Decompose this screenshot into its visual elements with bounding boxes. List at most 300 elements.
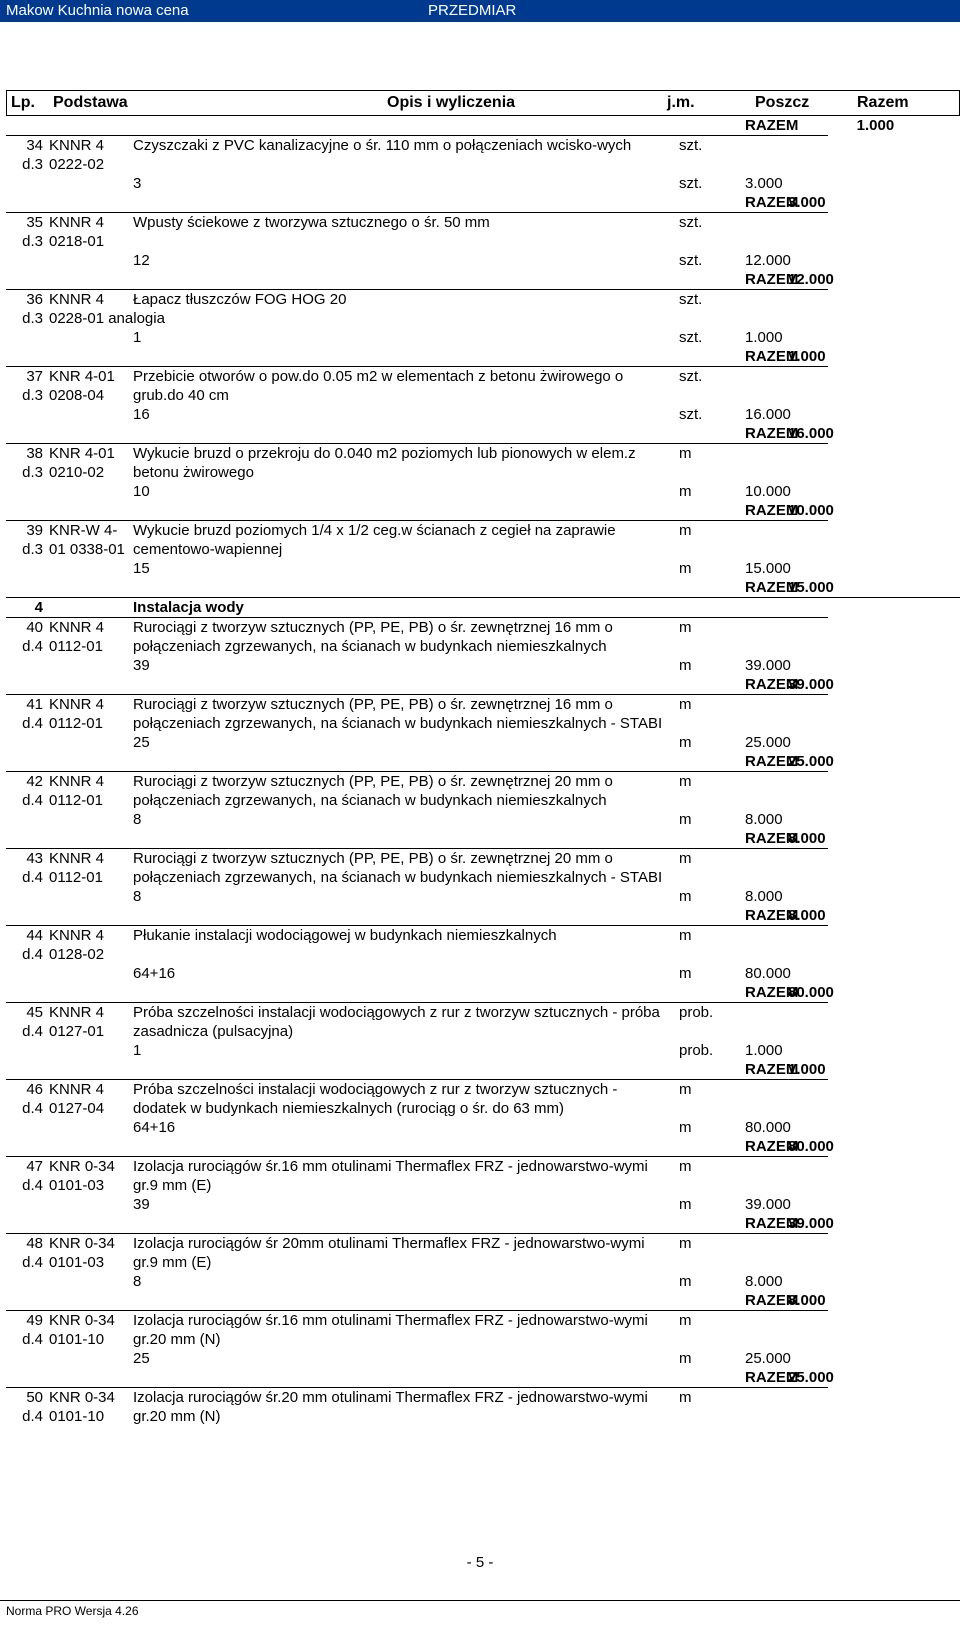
razem-label: RAZEM <box>745 194 799 211</box>
item-qty-empty <box>742 849 785 888</box>
item-description: Łapacz tłuszczów FOG HOG 20 <box>130 290 676 329</box>
code-line1: KNR 0-34 <box>49 1158 115 1175</box>
razem-blank <box>6 501 46 521</box>
razem-label: RAZEM <box>745 1061 799 1078</box>
item-description: Izolacja rurociągów śr 20mm otulinami Thermaflex FRZ - jednowarstwo-wymi gr.9 mm (E) <box>130 1234 676 1273</box>
razem-blank <box>676 1214 742 1234</box>
calc-expression: 1 <box>133 329 142 346</box>
calc-unit: m <box>679 1119 692 1136</box>
razem-blank <box>676 829 742 849</box>
calc-blank <box>785 887 828 906</box>
item-lp: 50 <box>26 1389 43 1406</box>
razem-blank <box>130 906 676 926</box>
razem-value: 1.000 <box>788 348 826 365</box>
item-number <box>6 1388 46 1427</box>
header-razem: Razem <box>857 94 909 111</box>
razem-value: 1.000 <box>788 1061 826 1078</box>
item-raz-empty <box>785 1311 828 1350</box>
calc-poszcz: 80.000 <box>745 1119 791 1136</box>
razem-blank <box>6 578 46 598</box>
calc-blank <box>46 964 130 983</box>
razem-row <box>6 578 960 598</box>
table-row <box>6 444 960 483</box>
code-line1: KNR 4-01 <box>49 368 115 385</box>
razem-blank <box>676 983 742 1003</box>
item-unit: m <box>676 926 742 965</box>
razem-value: 12.000 <box>788 271 834 288</box>
razem-value: 25.000 <box>788 1369 834 1386</box>
code-line1: KNR 0-34 <box>49 1389 115 1406</box>
item-lp-sub: d.4 <box>22 1331 43 1348</box>
razem-blank <box>130 675 676 695</box>
table-row <box>6 772 960 811</box>
calc-blank <box>46 1195 130 1214</box>
item-number <box>6 136 46 175</box>
item-qty-empty <box>742 695 785 734</box>
razem-blank <box>6 906 46 926</box>
item-raz-empty <box>785 1003 828 1042</box>
razem-label: RAZEM <box>745 1369 799 1386</box>
table-row <box>6 290 960 329</box>
calc-blank <box>785 328 828 347</box>
calc-blank <box>46 328 130 347</box>
item-lp-sub: d.4 <box>22 792 43 809</box>
item-lp: 40 <box>26 619 43 636</box>
table-row <box>6 849 960 888</box>
calc-blank <box>46 656 130 675</box>
calc-blank <box>6 328 46 347</box>
razem-blank <box>130 829 676 849</box>
razem-row <box>6 1060 960 1080</box>
razem-blank <box>46 1137 130 1157</box>
calc-expression: 25 <box>133 734 150 751</box>
calc-row <box>6 328 960 347</box>
razem-blank <box>676 578 742 598</box>
calc-unit: m <box>679 1350 692 1367</box>
item-unit: m <box>676 849 742 888</box>
calc-poszcz: 25.000 <box>745 1350 791 1367</box>
item-raz-empty <box>785 1388 828 1427</box>
software-version: Norma PRO Wersja 4.26 <box>6 1604 139 1618</box>
razem-row <box>6 1137 960 1157</box>
razem-blank <box>130 1137 676 1157</box>
calc-blank <box>785 1041 828 1060</box>
code-line2: 0112-01 <box>49 792 103 809</box>
calc-row <box>6 1041 960 1060</box>
item-lp-sub: d.3 <box>22 464 43 481</box>
item-lp-sub: d.4 <box>22 869 43 886</box>
razem-blank <box>130 424 676 444</box>
item-number <box>6 521 46 560</box>
item-unit: m <box>676 1234 742 1273</box>
razem-blank <box>46 501 130 521</box>
item-code <box>46 1003 130 1042</box>
item-number <box>6 1080 46 1119</box>
razem-value: 3.000 <box>788 194 826 211</box>
razem-blank <box>130 1214 676 1234</box>
razem-label: RAZEM <box>745 271 799 288</box>
razem-blank <box>46 424 130 444</box>
calc-blank <box>785 810 828 829</box>
razem-blank <box>46 752 130 772</box>
code-line1: KNNR 4 <box>49 291 105 308</box>
razem-label: RAZEM <box>745 830 799 847</box>
item-raz-empty <box>785 618 828 657</box>
code-line2: 0210-02 <box>49 464 105 481</box>
item-lp: 37 <box>26 368 43 385</box>
calc-row <box>6 1118 960 1137</box>
code-line1: KNR-W 4- <box>49 522 118 539</box>
item-lp: 38 <box>26 445 43 462</box>
item-lp-sub: d.4 <box>22 946 43 963</box>
code-line1: KNNR 4 <box>49 137 105 154</box>
item-code <box>46 1157 130 1196</box>
calc-blank <box>46 174 130 193</box>
item-unit: szt. <box>676 213 742 252</box>
item-qty-empty <box>742 136 785 175</box>
item-unit: m <box>676 1157 742 1196</box>
item-raz-empty <box>785 136 828 175</box>
code-line1: KNR 4-01 <box>49 445 115 462</box>
calc-expression: 1 <box>133 1042 142 1059</box>
item-description: Rurociągi z tworzyw sztucznych (PP, PE, PB) o śr. zewnętrznej 16 mm o połączeniach zgrzewanych, na ścianach w budynkach niemieszkalnych <box>130 618 676 657</box>
calc-blank <box>46 810 130 829</box>
code-line2: 0208-04 <box>49 387 105 404</box>
item-description: Rurociągi z tworzyw sztucznych (PP, PE, PB) o śr. zewnętrznej 20 mm o połączeniach zgrzewanych, na ścianach w budynkach niemieszkalnych <box>130 772 676 811</box>
item-raz-empty <box>785 1157 828 1196</box>
item-unit: szt. <box>676 367 742 406</box>
razem-blank <box>46 675 130 695</box>
item-description: Izolacja rurociągów śr.16 mm otulinami Thermaflex FRZ - jednowarstwo-wymi gr.20 mm (N) <box>130 1311 676 1350</box>
razem-blank <box>676 752 742 772</box>
calc-blank <box>6 1272 46 1291</box>
calc-blank <box>46 405 130 424</box>
razem-blank <box>130 270 676 290</box>
calc-blank <box>46 887 130 906</box>
calc-expression: 64+16 <box>133 1119 176 1136</box>
page-number: - 5 - <box>466 1554 494 1571</box>
calc-blank <box>785 559 828 578</box>
calc-expression: 10 <box>133 483 150 500</box>
item-qty-empty <box>742 1388 785 1427</box>
calc-blank <box>46 559 130 578</box>
item-code <box>46 772 130 811</box>
item-lp-sub: d.3 <box>22 387 43 404</box>
calc-blank <box>785 1195 828 1214</box>
calc-blank <box>6 1041 46 1060</box>
item-lp-sub: d.4 <box>22 715 43 732</box>
calc-unit: szt. <box>679 252 703 269</box>
calc-blank <box>6 1118 46 1137</box>
calc-blank <box>6 251 46 270</box>
razem-blank <box>130 578 676 598</box>
razem-blank <box>130 347 676 367</box>
calc-unit: m <box>679 1196 692 1213</box>
calc-blank <box>46 1041 130 1060</box>
razem-blank <box>676 1137 742 1157</box>
code-line1: KNNR 4 <box>49 1081 105 1098</box>
item-number <box>6 618 46 657</box>
item-unit: m <box>676 1311 742 1350</box>
item-lp: 39 <box>26 522 43 539</box>
razem-row <box>6 347 960 367</box>
razem-label: RAZEM <box>745 1292 799 1309</box>
razem-blank <box>6 193 46 213</box>
calc-expression: 39 <box>133 1196 150 1213</box>
calc-expression: 16 <box>133 406 150 423</box>
razem-blank <box>6 1368 46 1388</box>
item-raz-empty <box>785 1080 828 1119</box>
item-number <box>6 695 46 734</box>
razem-blank <box>676 270 742 290</box>
calc-unit: m <box>679 560 692 577</box>
calc-poszcz: 8.000 <box>745 888 783 905</box>
calc-poszcz: 1.000 <box>745 329 783 346</box>
razem-blank <box>6 829 46 849</box>
estimate-table <box>6 116 960 1426</box>
razem-blank <box>130 193 676 213</box>
calc-row <box>6 733 960 752</box>
razem-value: 80.000 <box>788 984 834 1001</box>
razem-blank <box>6 1214 46 1234</box>
calc-row <box>6 656 960 675</box>
header-opis: Opis i wyliczenia <box>387 94 516 111</box>
calc-poszcz: 16.000 <box>745 406 791 423</box>
item-unit: prob. <box>676 1003 742 1042</box>
item-code <box>46 1388 130 1427</box>
razem-blank <box>46 1060 130 1080</box>
razem-value: 1.000 <box>856 117 895 134</box>
code-line1: KNNR 4 <box>49 1004 105 1021</box>
calc-unit: m <box>679 657 692 674</box>
razem-blank <box>676 193 742 213</box>
calc-poszcz: 80.000 <box>745 965 791 982</box>
razem-value: 15.000 <box>788 579 834 596</box>
calc-row <box>6 251 960 270</box>
item-code <box>46 926 130 965</box>
item-unit: m <box>676 521 742 560</box>
item-description: Rurociągi z tworzyw sztucznych (PP, PE, PB) o śr. zewnętrznej 16 mm o połączeniach zgrzewanych, na ścianach w budynkach niemieszkalnych - STABI <box>130 695 676 734</box>
razem-label: RAZEM <box>745 1138 799 1155</box>
calc-expression: 39 <box>133 657 150 674</box>
razem-blank <box>46 347 130 367</box>
item-qty-empty <box>742 290 785 329</box>
razem-blank <box>676 906 742 926</box>
item-qty-empty <box>742 1157 785 1196</box>
item-description: Wykucie bruzd o przekroju do 0.040 m2 poziomych lub pionowych w elem.z betonu żwirowego <box>130 444 676 483</box>
razem-value: 8.000 <box>788 907 826 924</box>
calc-row <box>6 405 960 424</box>
calc-unit: m <box>679 1273 692 1290</box>
razem-blank <box>676 1291 742 1311</box>
razem-value: 8.000 <box>788 1292 826 1309</box>
code-line1: KNNR 4 <box>49 927 105 944</box>
calc-blank <box>6 405 46 424</box>
item-lp-sub: d.3 <box>22 233 43 250</box>
item-qty-empty <box>742 521 785 560</box>
item-description: Czyszczaki z PVC kanalizacyjne o śr. 110 mm o połączeniach wcisko-wych <box>130 136 676 175</box>
razem-blank <box>6 983 46 1003</box>
razem-blank <box>6 1137 46 1157</box>
code-line1: KNNR 4 <box>49 696 105 713</box>
item-code <box>46 1234 130 1273</box>
code-line1: KNR 0-34 <box>49 1235 115 1252</box>
calc-poszcz: 8.000 <box>745 1273 783 1290</box>
razem-blank <box>46 1291 130 1311</box>
item-code <box>46 618 130 657</box>
razem-label: RAZEM <box>745 579 799 596</box>
calc-expression: 64+16 <box>133 965 176 982</box>
calc-blank <box>6 810 46 829</box>
item-lp-sub: d.3 <box>22 541 43 558</box>
calc-blank <box>785 1349 828 1368</box>
item-code <box>46 213 130 252</box>
item-description: Izolacja rurociągów śr.20 mm otulinami Thermaflex FRZ - jednowarstwo-wymi gr.20 mm (N) <box>130 1388 676 1427</box>
item-number <box>6 926 46 965</box>
code-line2: 0222-02 <box>49 156 105 173</box>
code-line2: 0127-01 <box>49 1023 105 1040</box>
razem-value: 39.000 <box>788 676 834 693</box>
razem-blank <box>46 906 130 926</box>
item-lp-sub: d.3 <box>22 310 43 327</box>
calc-blank <box>46 1118 130 1137</box>
top-bar <box>0 0 960 22</box>
item-lp-sub: d.4 <box>22 1408 43 1425</box>
calc-blank <box>6 964 46 983</box>
item-code <box>46 136 130 175</box>
item-lp: 36 <box>26 291 43 308</box>
calc-row <box>6 482 960 501</box>
item-qty-empty <box>742 213 785 252</box>
table-row <box>6 367 960 406</box>
item-raz-empty <box>785 367 828 406</box>
item-lp: 35 <box>26 214 43 231</box>
razem-row <box>6 501 960 521</box>
razem-label: RAZEM <box>745 348 799 365</box>
razem-blank <box>130 1060 676 1080</box>
section-blank <box>46 598 130 618</box>
razem-value: 16.000 <box>788 425 834 442</box>
calc-poszcz: 25.000 <box>745 734 791 751</box>
item-number <box>6 367 46 406</box>
item-raz-empty <box>785 926 828 965</box>
item-raz-empty <box>785 849 828 888</box>
calc-blank <box>6 733 46 752</box>
calc-poszcz: 15.000 <box>745 560 791 577</box>
razem-row <box>6 1291 960 1311</box>
calc-blank <box>785 405 828 424</box>
table-row <box>6 136 960 175</box>
razem-label: RAZEM <box>745 984 799 1001</box>
section-row <box>6 598 960 618</box>
item-description: Próba szczelności instalacji wodociągowych z rur z tworzyw sztucznych - próba zasadnicza (pulsacyjna) <box>130 1003 676 1042</box>
calc-blank <box>6 559 46 578</box>
calc-blank <box>6 656 46 675</box>
razem-row <box>6 983 960 1003</box>
item-description: Rurociągi z tworzyw sztucznych (PP, PE, PB) o śr. zewnętrznej 20 mm o połączeniach zgrzewanych, na ścianach w budynkach niemieszkalnych - STABI <box>130 849 676 888</box>
item-unit: m <box>676 695 742 734</box>
table-header <box>6 90 960 116</box>
razem-label: RAZEM <box>745 676 799 693</box>
item-lp: 44 <box>26 927 43 944</box>
footer-divider <box>0 1600 960 1601</box>
calc-poszcz: 8.000 <box>745 811 783 828</box>
item-number <box>6 772 46 811</box>
razem-blank <box>130 501 676 521</box>
razem-blank <box>6 675 46 695</box>
razem-value: 25.000 <box>788 753 834 770</box>
code-line1: KNNR 4 <box>49 619 105 636</box>
calc-expression: 15 <box>133 560 150 577</box>
razem-row <box>6 1368 960 1388</box>
item-lp-sub: d.4 <box>22 1023 43 1040</box>
calc-blank <box>6 482 46 501</box>
razem-blank <box>46 193 130 213</box>
razem-blank <box>46 1368 130 1388</box>
item-number <box>6 1311 46 1350</box>
razem-blank <box>676 1368 742 1388</box>
code-line1: KNNR 4 <box>49 773 105 790</box>
item-unit: m <box>676 772 742 811</box>
calc-unit: m <box>679 734 692 751</box>
item-lp: 49 <box>26 1312 43 1329</box>
code-line2: 0218-01 <box>49 233 105 250</box>
razem-row <box>6 424 960 444</box>
code-line2: 0101-10 <box>49 1331 105 1348</box>
item-raz-empty <box>785 213 828 252</box>
razem-row <box>6 675 960 695</box>
code-line2: 0228-01 analogia <box>49 310 165 327</box>
razem-blank <box>676 347 742 367</box>
calc-blank <box>785 964 828 983</box>
razem-blank <box>6 1291 46 1311</box>
calc-expression: 8 <box>133 811 142 828</box>
item-qty-empty <box>742 1080 785 1119</box>
calc-poszcz: 3.000 <box>745 175 783 192</box>
table-row <box>6 213 960 252</box>
header-podstawa: Podstawa <box>53 94 128 111</box>
razem-blank <box>46 829 130 849</box>
razem-blank <box>130 1291 676 1311</box>
item-unit: szt. <box>676 290 742 329</box>
calc-unit: m <box>679 888 692 905</box>
calc-poszcz: 39.000 <box>745 1196 791 1213</box>
code-line2: 0128-02 <box>49 946 105 963</box>
item-description: Izolacja rurociągów śr.16 mm otulinami Thermaflex FRZ - jednowarstwo-wymi gr.9 mm (E) <box>130 1157 676 1196</box>
code-line2: 0112-01 <box>49 638 103 655</box>
calc-poszcz: 39.000 <box>745 657 791 674</box>
calc-row <box>6 1195 960 1214</box>
code-line1: KNNR 4 <box>49 214 105 231</box>
calc-blank <box>785 1118 828 1137</box>
razem-label: RAZEM <box>745 425 799 442</box>
calc-row <box>6 174 960 193</box>
item-lp: 43 <box>26 850 43 867</box>
table-row <box>6 695 960 734</box>
razem-blank <box>6 270 46 290</box>
table-row <box>6 1234 960 1273</box>
item-code <box>46 290 165 329</box>
calc-unit: szt. <box>679 406 703 423</box>
razem-blank <box>676 501 742 521</box>
code-line1: KNR 0-34 <box>49 1312 115 1329</box>
calc-blank <box>46 251 130 270</box>
header-jm: j.m. <box>667 94 695 111</box>
calc-blank <box>6 1195 46 1214</box>
item-lp-sub: d.3 <box>22 156 43 173</box>
razem-row <box>6 1214 960 1234</box>
calc-row <box>6 887 960 906</box>
